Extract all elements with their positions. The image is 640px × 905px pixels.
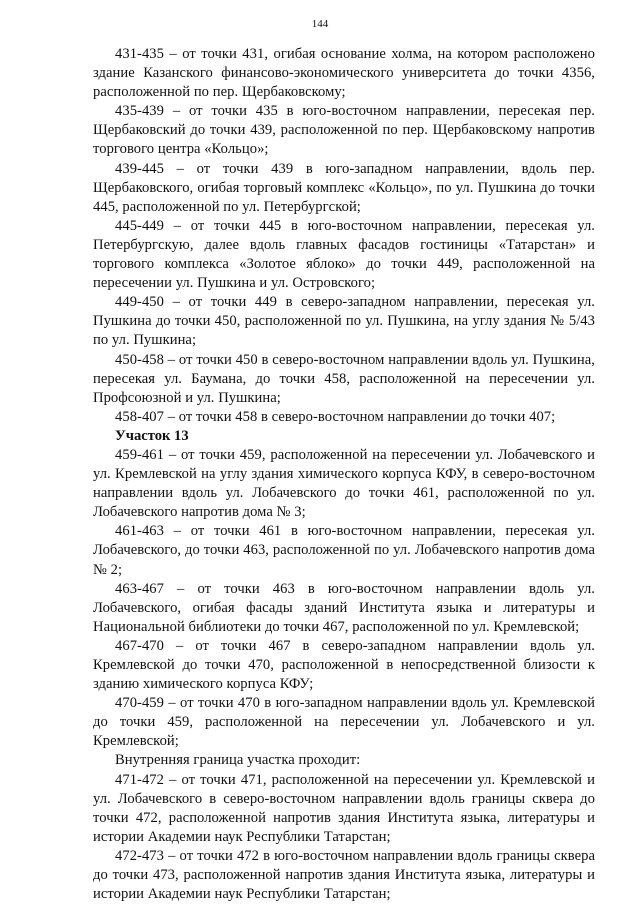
paragraph-449-450: 449-450 – от точки 449 в северо-западном направлении, пересекая ул. Пушкина до точки 450, расположенной по ул. Пушкина, на углу здания № 5/43 по ул. Пушкина; (93, 294, 595, 349)
paragraph-431-435: 431-435 – от точки 431, огибая основание холма, на котором расположено здание Казанского финансово-экономического университета до точки 4356, расположенной по пер. Щербаковскому; (93, 46, 595, 101)
paragraph-439-445: 439-445 – от точки 439 в юго-западном направлении, вдоль пер. Щербаковского, огибая торговый комплекс «Кольцо», по ул. Пушкина до точки 445, расположенной по ул. Петербургской; (93, 160, 595, 215)
paragraph-461-463: 461-463 – от точки 461 в юго-восточном направлении, пересекая ул. Лобачевского, до точки 463, расположенной по ул. Лобачевского напротив дома № 2; (93, 523, 595, 578)
paragraph-435-439: 435-439 – от точки 435 в юго-восточном направлении, пересекая пер. Щербаковский до точки 439, расположенной по пер. Щербаковскому напротив торгового центра «Кольцо»; (93, 103, 595, 158)
paragraph-471-472: 471-472 – от точки 471, расположенной на пересечении ул. Кремлевской и ул. Лобачевского в северо-восточном направлении вдоль границы сквера до точки 472, расположенной напротив здания Института языка, литературы и истории Академии наук Республики Татарстан; (93, 771, 595, 845)
inner-boundary-intro: Внутренняя граница участка проходит: (115, 752, 361, 769)
paragraph-445-449: 445-449 – от точки 445 в юго-восточном направлении, пересекая ул. Петербургскую, далее вдоль главных фасадов гостиницы «Татарстан» и торгового комплекса «Золотое яблоко» до точки 449, расположенной на пересечении ул. Пушкина и ул. Островского; (93, 217, 595, 292)
paragraph-470-459: 470-459 – от точки 470 в юго-западном направлении вдоль ул. Кремлевской до точки 459, расположенной на пересечении ул. Лобачевского и ул. Кремлевской; (93, 695, 595, 750)
document-body (93, 45, 595, 904)
paragraph-450-458: 450-458 – от точки 450 в северо-восточном направлении вдоль ул. Пушкина, пересекая ул. Баумана, до точки 458, расположенной на пересечении ул. Профсоюзной и ул. Пушкина; (93, 351, 595, 406)
paragraph-467-470: 467-470 – от точки 467 в северо-западном направлении вдоль ул. Кремлевской до точки 470, расположенной в непосредственной близости к зданию химического корпуса КФУ; (93, 637, 595, 693)
paragraph-463-467: 463-467 – от точки 463 в юго-восточном направлении вдоль ул. Лобачевского, огибая фасады зданий Института языка и литературы и Национальной библиотеки до точки 467, расположенной по ул. Кремлевской; (93, 580, 595, 635)
paragraph-458-407: 458-407 – от точки 458 в северо-восточном направлении до точки 407; (115, 408, 556, 425)
section-heading: Участок 13 (115, 427, 189, 444)
page-number: 144 (311, 18, 329, 30)
paragraph-459-461: 459-461 – от точки 459, расположенной на пересечении ул. Лобачевского и ул. Кремлевской на углу здания химического корпуса КФУ, в северо-восточном направлении вдоль ул. Лобачевского до точки 461, расположенной по ул. Лобачевского напротив дома № 3; (93, 446, 595, 521)
paragraph-472-473: 472-473 – от точки 472 в юго-восточном направлении вдоль границы сквера до точки 473, расположенной напротив здания Института языка, литературы и истории Академии наук Республики Татарстан; (93, 847, 595, 903)
